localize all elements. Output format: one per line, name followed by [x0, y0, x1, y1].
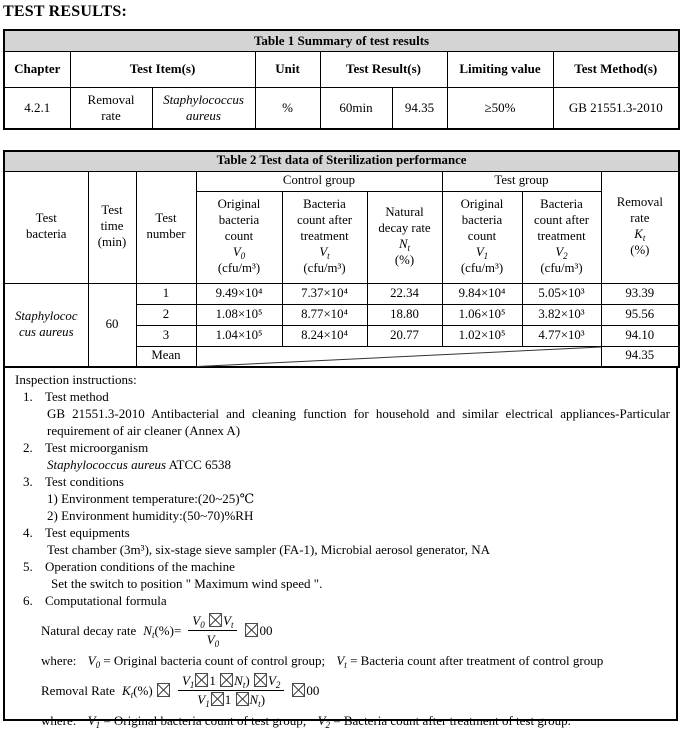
missing-glyph-icon [245, 623, 258, 637]
table1-title-row [4, 30, 679, 51]
where-line-control: where: $V_0$ = Original bacteria count of control group; $V_t$ = Bacteria count after treatment of control group [41, 653, 604, 670]
table2-title-row [4, 151, 679, 171]
item-1-body-line-2: requirement of air cleaner (Annex A) [47, 423, 241, 438]
item-1-head [23, 388, 670, 405]
result-time: 60min [320, 87, 392, 129]
page-title: TEST RESULTS: [3, 3, 128, 20]
item-3-body-line-2: 2) Environment humidity:(50~70)%RH [47, 508, 254, 523]
formula-label: Natural decay rate [41, 623, 137, 638]
table1-summary [3, 29, 680, 130]
col-unit: Unit [255, 51, 320, 87]
natural-decay-rate-formula [41, 613, 670, 648]
item-4-body: Test chamber (3m³), six-stage sieve sampler (FA-1), Microbial aerosol generator, NA [47, 542, 490, 557]
fraction [178, 673, 284, 708]
species-name: Staphylococcus aureus [47, 457, 167, 472]
item-title: Test conditions [45, 474, 124, 489]
fraction [188, 613, 237, 648]
v0-value: 9.49×10⁴ [196, 283, 282, 304]
table2-group-header-row [4, 171, 679, 191]
mean-label: Mean [136, 346, 196, 367]
col-chapter: Chapter [4, 51, 70, 87]
mean-blank-cell [196, 346, 601, 367]
bacteria-name: Staphylococ cus aureus [4, 283, 88, 367]
col-test-number: Test number [136, 171, 196, 283]
v1-value: 9.84×10⁴ [442, 283, 522, 304]
item-3-body-line-1: 1) Environment temperature:(20~25)℃ [47, 491, 255, 506]
item-5-head [23, 558, 670, 575]
table2-title: Table 2 Test data of Sterilization performance [4, 151, 679, 171]
nt-value: 22.34 [367, 283, 442, 304]
inspection-instructions-box [3, 368, 678, 730]
col-test-item: Test Item(s) [70, 51, 255, 87]
nt-value: 20.77 [367, 325, 442, 346]
v2-value: 4.77×10³ [522, 325, 601, 346]
kt-value: 93.39 [601, 283, 679, 304]
table1-header-row [4, 51, 679, 87]
v2-value: 5.05×10³ [522, 283, 601, 304]
col-test-method: Test Method(s) [553, 51, 679, 87]
col-limiting-value: Limiting value [447, 51, 553, 87]
item-title: Test method [45, 389, 109, 404]
nt-value: 18.80 [367, 304, 442, 325]
table1-title: Table 1 Summary of test results [4, 30, 679, 51]
item-4-head [23, 524, 670, 541]
formula-tail: 00 [244, 622, 272, 639]
test-number: 2 [136, 304, 196, 325]
vt-value: 8.77×10⁴ [282, 304, 367, 325]
limiting-value: ≥50% [447, 87, 553, 129]
table2-sterilization [3, 150, 680, 368]
col-nt: Natural decay rate $N_t$ (%) [367, 191, 442, 283]
missing-glyph-icon [292, 683, 305, 697]
missing-glyph-icon [195, 673, 208, 687]
item-title: Test microorganism [45, 440, 149, 455]
col-v2: Bacteria count after treatment $V_2$ (cfu/m³) [522, 191, 601, 283]
col-test-result: Test Result(s) [320, 51, 447, 87]
item-title: Test equipments [45, 525, 130, 540]
v1-value: 1.06×10⁵ [442, 304, 522, 325]
fraction-denominator: $V_1$ 1 $N_t$) [197, 692, 266, 709]
item-number: 4. [23, 525, 33, 540]
col-test-time: Test time (min) [88, 171, 136, 283]
formula-lhs: $K_t(\%)$ [122, 682, 171, 699]
formula-lhs: $N_t(\%)=$ [143, 623, 182, 640]
kt-value: 94.10 [601, 325, 679, 346]
fraction-denominator: $V_0$ [206, 632, 220, 649]
item-number: 5. [23, 559, 33, 574]
col-v0: Original bacteria count $V_0$ (cfu/m³) [196, 191, 282, 283]
item-number: 1. [23, 389, 33, 404]
table1-data-row [4, 87, 679, 129]
vt-value: 8.24×10⁴ [282, 325, 367, 346]
unit-value: % [255, 87, 320, 129]
item-5-body: Set the switch to position " Maximum wind speed ". [51, 576, 323, 591]
test-number: 3 [136, 325, 196, 346]
test-method-value: GB 21551.3-2010 [553, 87, 679, 129]
fraction-numerator: $V_1$ 1 $N_t$) $V_2$ [178, 673, 284, 691]
mean-value: 94.35 [601, 346, 679, 367]
item-number: 2. [23, 440, 33, 455]
v0-value: 1.08×10⁵ [196, 304, 282, 325]
item-3-head [23, 473, 670, 490]
kt-value: 95.56 [601, 304, 679, 325]
col-test-bacteria: Test bacteria [4, 171, 88, 283]
test-time-value: 60 [88, 283, 136, 367]
instructions-title: Inspection instructions: [15, 372, 137, 387]
item-2-head [23, 439, 670, 456]
diagonal-strike-line [197, 347, 601, 367]
table2-data-row-1 [4, 283, 679, 304]
missing-glyph-icon [236, 692, 249, 706]
where-line-test: where: $V_1$ = Original bacteria count of test group; $V_2$ = Bacteria count after treatment of test group. [41, 713, 571, 730]
item-number: 3. [23, 474, 33, 489]
item-title: Computational formula [45, 593, 167, 608]
chapter-value: 4.2.1 [4, 87, 70, 129]
col-test-group: Test group [442, 171, 601, 191]
missing-glyph-icon [220, 673, 233, 687]
missing-glyph-icon [254, 673, 267, 687]
col-vt: Bacteria count after treatment $V_t$ (cfu/m³) [282, 191, 367, 283]
item-1-body-line-1: GB 21551.3-2010 Antibacterial and cleaning function for household and similar electrical appliances-Particular [47, 406, 670, 421]
missing-glyph-icon [157, 683, 170, 697]
result-value: 94.35 [392, 87, 447, 129]
missing-glyph-icon [211, 692, 224, 706]
col-v1: Original bacteria count $V_1$ (cfu/m³) [442, 191, 522, 283]
item-title: Operation conditions of the machine [45, 559, 235, 574]
removal-rate-formula [41, 673, 670, 708]
fraction-numerator: $V_0$ $V_t$ [188, 613, 237, 631]
item-number: 6. [23, 593, 33, 608]
test-item-type: Removal rate [70, 87, 152, 129]
test-number: 1 [136, 283, 196, 304]
formula-label: Removal Rate [41, 683, 116, 698]
item-6-head [23, 592, 670, 609]
v2-value: 3.82×10³ [522, 304, 601, 325]
v1-value: 1.02×10⁵ [442, 325, 522, 346]
col-removal-rate: Removal rate $K_t$ (%) [601, 171, 679, 283]
col-control-group: Control group [196, 171, 442, 191]
test-item-name: Staphylococcus aureus [152, 87, 255, 129]
formula-tail: 00 [291, 682, 319, 699]
strain-id: ATCC 6538 [166, 457, 232, 472]
v0-value: 1.04×10⁵ [196, 325, 282, 346]
missing-glyph-icon [209, 613, 222, 627]
vt-value: 7.37×10⁴ [282, 283, 367, 304]
item-2-body [47, 456, 670, 473]
